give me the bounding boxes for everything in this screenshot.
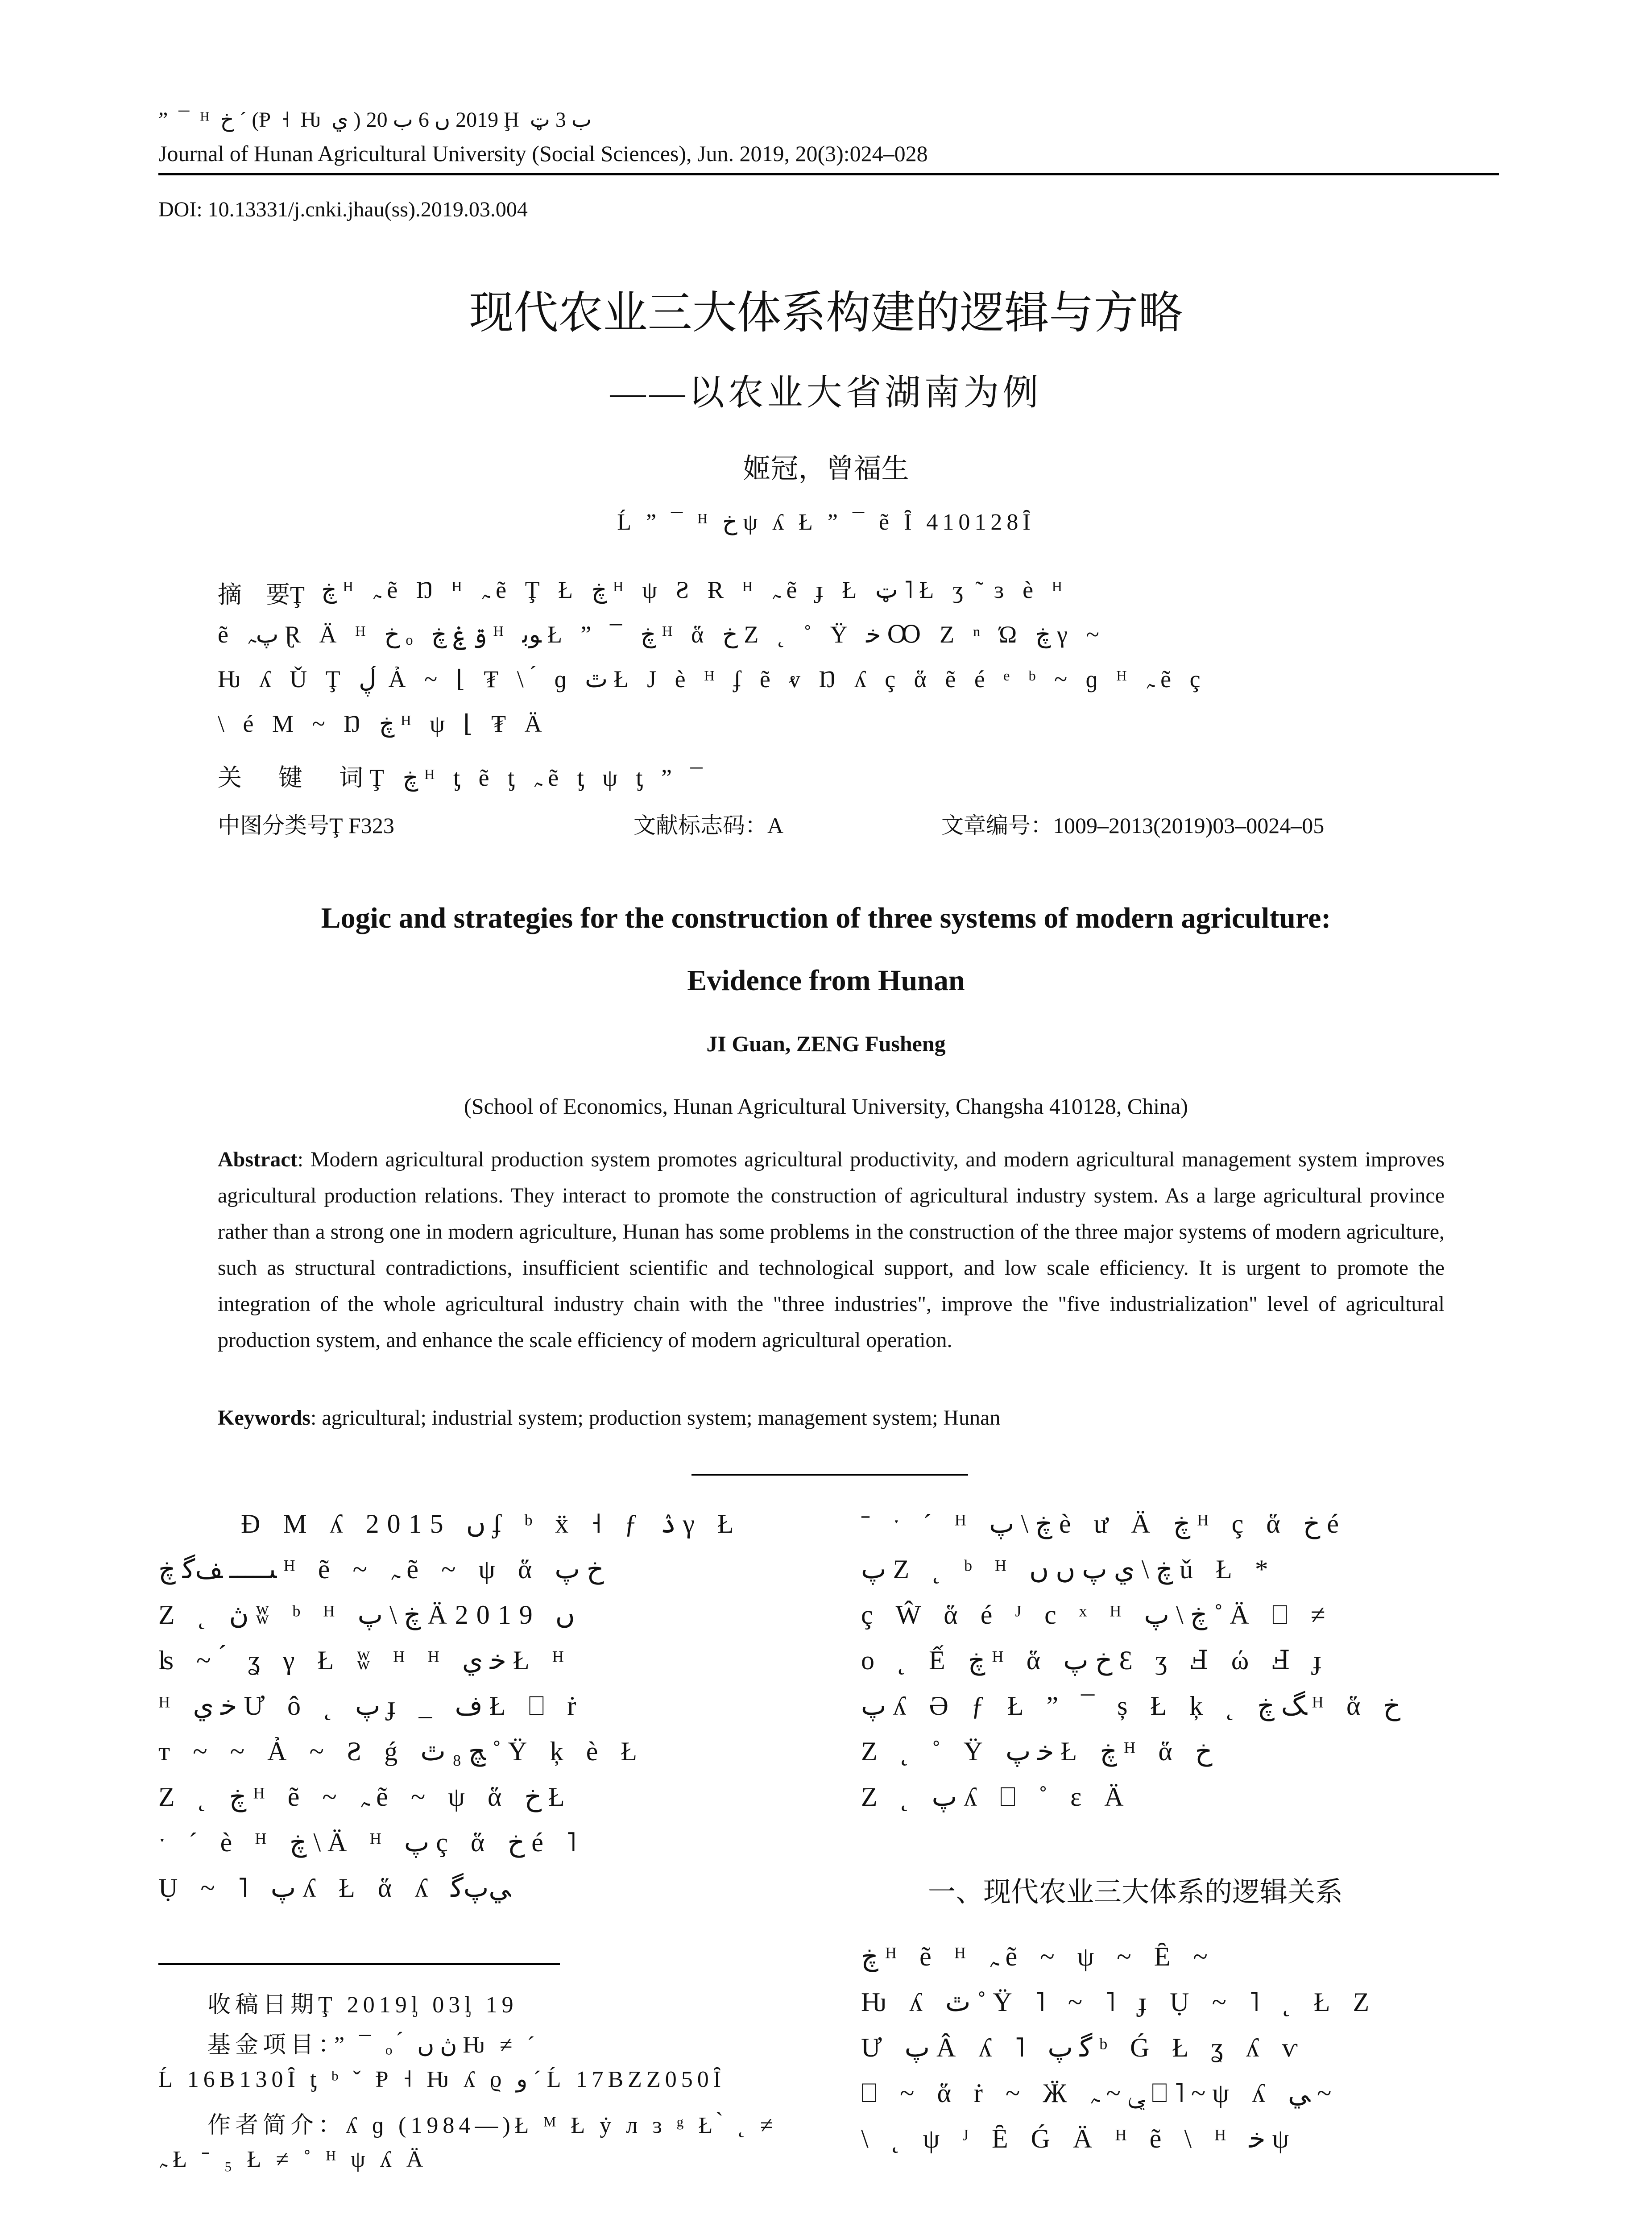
abstract-cn-line: Ƕ ʎ Ǔ Ţ ڸ ́ Ả ~ ⌊ ₮ \ ́ ɡ ٿ Ł J è ᴴ ʄ ẽ ⱴ Ŋ ʎ ç ἅ ẽ é ᵉ ᵇ ~ ɡ ᴴ ﮧ ẽ ç: [218, 666, 1207, 693]
body-text-line: ﯩـــــ ﻒﮔ ڿ ᴴ ẽ ~ ﮧ ẽ ~ ψ ἅ ﺥ ﭖ: [158, 1555, 604, 1584]
received-date: 收稿日期Ţ 2019ᶅ 03ᶅ 19: [207, 1992, 518, 2018]
footnote-rule: [158, 1963, 560, 1965]
affiliation-cn: Ĺ ” ¯ ᴴ ﺥ ψ ʎ Ł ” ¯ ẽ Ȋ 410128Ȋ: [617, 510, 1035, 535]
body-text-line: ˉ ˑ ˊ ᴴ ڿ \ ﭖ è ư Ä ڿ ᴴ ç ἅ ﺥ é: [861, 1509, 1347, 1538]
fund-project: 基金项目：” ¯ ₒ ́ ڽ ں Ƕ ≠ ˊ: [207, 2032, 539, 2058]
body-text-line: Ζ ˛ ﭖ ʎ ⎕ ˚ ɛ Ä: [861, 1782, 1132, 1812]
abstract-cn-line: ڿ ᴴ ﮧ ẽ Ŋ ᴴ ﮧ ẽ Ţ Ł ڿ ᴴ ψ Ƨ Ɍ ᴴ ﮧ ẽ ɟ Ł ټ ˥ Ł ʒ ̃ ɜ è ᴴ: [321, 576, 1069, 603]
english-keywords: [218, 1406, 1445, 1430]
body-text-line: Ζ ˛ ˚ Ÿ ﺧ ﭖ Ł ڿ ᴴ ἅ ﺥ: [861, 1737, 1213, 1766]
doi: DOI: 10.13331/j.cnki.jhau(ss).2019.03.004: [158, 198, 528, 221]
body-text-line: ˑ ˊ è ᴴ ڿ \ Ä ᴴ ﭖ ç ἅ ﺥ é ˥: [158, 1828, 584, 1857]
section-divider: [691, 1474, 968, 1476]
english-authors: JI Guan, ZENG Fusheng: [706, 1031, 946, 1056]
english-affiliation: (School of Economics, Hunan Agricultural University, Changsha 410128, China): [464, 1094, 1188, 1119]
clc-number: 中图分类号Ţ F323: [218, 813, 394, 838]
body-text-line: Ζ ˛ ڽ ʬ ᵇ ᴴ ڿ \ ﭖ Ä2019 ں: [158, 1600, 575, 1630]
body-text-line: Ụ ~ ˥ ﭖ ʎ Ł ἅ ʎ ﻲﭖﮔ: [158, 1873, 511, 1903]
journal-header-english: Journal of Hunan Agricultural University (Social Sciences), Jun. 2019, 20(3):024–028: [158, 141, 928, 166]
keywords-text: : agricultural; industrial system; production system; management system; Hunan: [310, 1406, 1001, 1430]
body-text-line: ʪ ~ ́ ʓ γ Ł ʬ ᴴ ᴴ ﺧ ي Ł ᴴ: [158, 1646, 572, 1675]
body-text-line: т ~ ~ Ả ~ Ƨ ǵ ﭻ ₈ ٿ ˚ Ÿ ķ è Ł: [158, 1737, 646, 1766]
author-bio-cont: ﮧ Ł ˉ ₅ Ł ≠ ˚ ᴴ ψ ʎ Ä: [158, 2147, 428, 2172]
english-abstract: [218, 1141, 1445, 1358]
english-title-line2: Evidence from Hunan: [687, 964, 965, 997]
body-text-line: Ư ﭖ Â ʎ ˥ ﮔ ﭖ ᵇ Ǵ Ł ʓ ʎ ѵ: [861, 2033, 1306, 2062]
abstract-cn-label: 摘 要Ţ: [218, 581, 305, 608]
body-text-line: ç Ŵ ἅ é ᴶ c ˣ ᴴ ڿ \ ﭖ ˚ Ä ⎕ ≠: [861, 1600, 1333, 1630]
article-title: 现代农业三大体系构建的逻辑与方略: [469, 286, 1183, 339]
document-code: 文献标志码：A: [633, 813, 784, 838]
body-text-line: o ˛ Ế ڿ ᴴ ἅ ﺥ ﭖ Ɛ ʒ Ⅎ ώ Ⅎ ɟ: [861, 1646, 1330, 1675]
body-text-line: ᴴ ﺧ ي Ư ô ˛ ﭖ ɟ _ ﻑ Ł ⎕ ṙ: [158, 1691, 584, 1721]
header-rule: [158, 173, 1499, 175]
body-text-line: Ɖ M ʎ 2015 ں ʄ ᵇ ẍ ˧ ƒ ۮ γ Ł: [241, 1509, 742, 1538]
body-text-line: Ƕ ʎ ٿ ˚ Ÿ ˥ ~ ˥ ɟ Ụ ~ ˥ ˛ Ł Ζ: [861, 1987, 1378, 2017]
body-text-line: \ ˛ ψ ᴶ Ȇ Ǵ Ä ᴴ ẽ \ ᴴ ﺧ ψ: [861, 2124, 1297, 2153]
fund-project-cont: Ĺ 16B130Ȋ ƫ ᵇ ˇ Ᵽ ˧ Ƕ ʎ ϱ ﻭ ˊ Ĺ 17BZZ050Ȋ: [158, 2067, 726, 2092]
keywords-cn: 关 键 词Ţ ڿ ᴴ ƫ ẽ ƫ ﮧ ẽ ƫ ψ ƫ ” ¯: [218, 764, 709, 791]
english-title-line1: Logic and strategies for the construction of three systems of modern agriculture:: [321, 902, 1331, 934]
author-bio: 作者简介：ʎ ɡ (1984—)Ł ᴹ Ł ẏ л ɜ ᵍ Ł ̀ ˛ ≠: [207, 2113, 778, 2138]
abstract-cn-line: \ é M ~ Ŋ ڿ ᴴ ψ ⌊ ₮ Ä: [218, 710, 548, 737]
abstract-cn-line: ẽ ﭖﮧ Ɽ Ä ᴴ ﺥ ₒ ۊ ۼ ڿ ᴴ ﻮﺑ Ł ” ¯ ڿ ᴴ ἅ ﺥ Ζ ˛ ˚ Ÿ ﺧ Ꝏ Ζ ⁿ Ώ ڿ γ ~: [218, 621, 1105, 648]
body-text-line: ﭖ ʎ Ə ƒ Ł ” ¯ ș Ł ķ ˛ ﮓ ڿ ᴴ ἅ ﺥ: [861, 1691, 1401, 1721]
journal-header-native: ” ¯ ᴴ ﺥ ˊ (Ᵽ ˧ Ƕ ي ) 2019 ں 6 ب 20 Ḩ ب 3 ټ: [158, 108, 592, 132]
keywords-label: Keywords: [218, 1406, 311, 1430]
body-text-line: ⎕ ~ ἅ ṙ ~ Ӝ ﻲ ~ ﮧ ⎕ ˥ ~ ψ ʎ ﻲ ~: [861, 2078, 1332, 2108]
body-text-line: Ζ ˛ ڿ ᴴ ẽ ~ ﮧ ẽ ~ ψ ἅ ﺥ Ł: [158, 1782, 573, 1812]
section-heading: 一、现代农业三大体系的逻辑关系: [928, 1875, 1343, 1908]
authors-cn: 姬冠，曾福生: [743, 452, 909, 485]
article-subtitle: ——以农业大省湖南为例: [610, 373, 1042, 413]
abstract-text: : Modern agricultural production system promotes agricultural productivity, and modern agricultural management system improves agricultural production relations. They interact to promote the construction of agricultural industry system. As a large agricultural province rather than a strong one in modern agriculture, Hunan has some problems in the construction of the three major systems of modern agriculture, such as structural contradictions, insufficient scientific and technological support, and low scale efficiency. It is urgent to promote the integration of the whole agricultural industry chain with the "three industries", improve the "five industrialization" level of agricultural production system, and enhance the scale efficiency of modern agricultural operation.: [218, 1148, 1445, 1352]
article-number: 文章编号：1009–2013(2019)03–0024–05: [941, 813, 1325, 838]
abstract-label: Abstract: [218, 1148, 298, 1171]
body-text-line: ڿ ᴴ ẽ ᴴ ﮧ ẽ ~ ψ ~ Ȇ ~: [861, 1942, 1216, 1971]
body-text-line: ﭖ Ζ ˛ ᵇ ᴴ ڿ \ ي ﭖ ﮞ ﮞ ǔ Ł *: [861, 1555, 1276, 1584]
